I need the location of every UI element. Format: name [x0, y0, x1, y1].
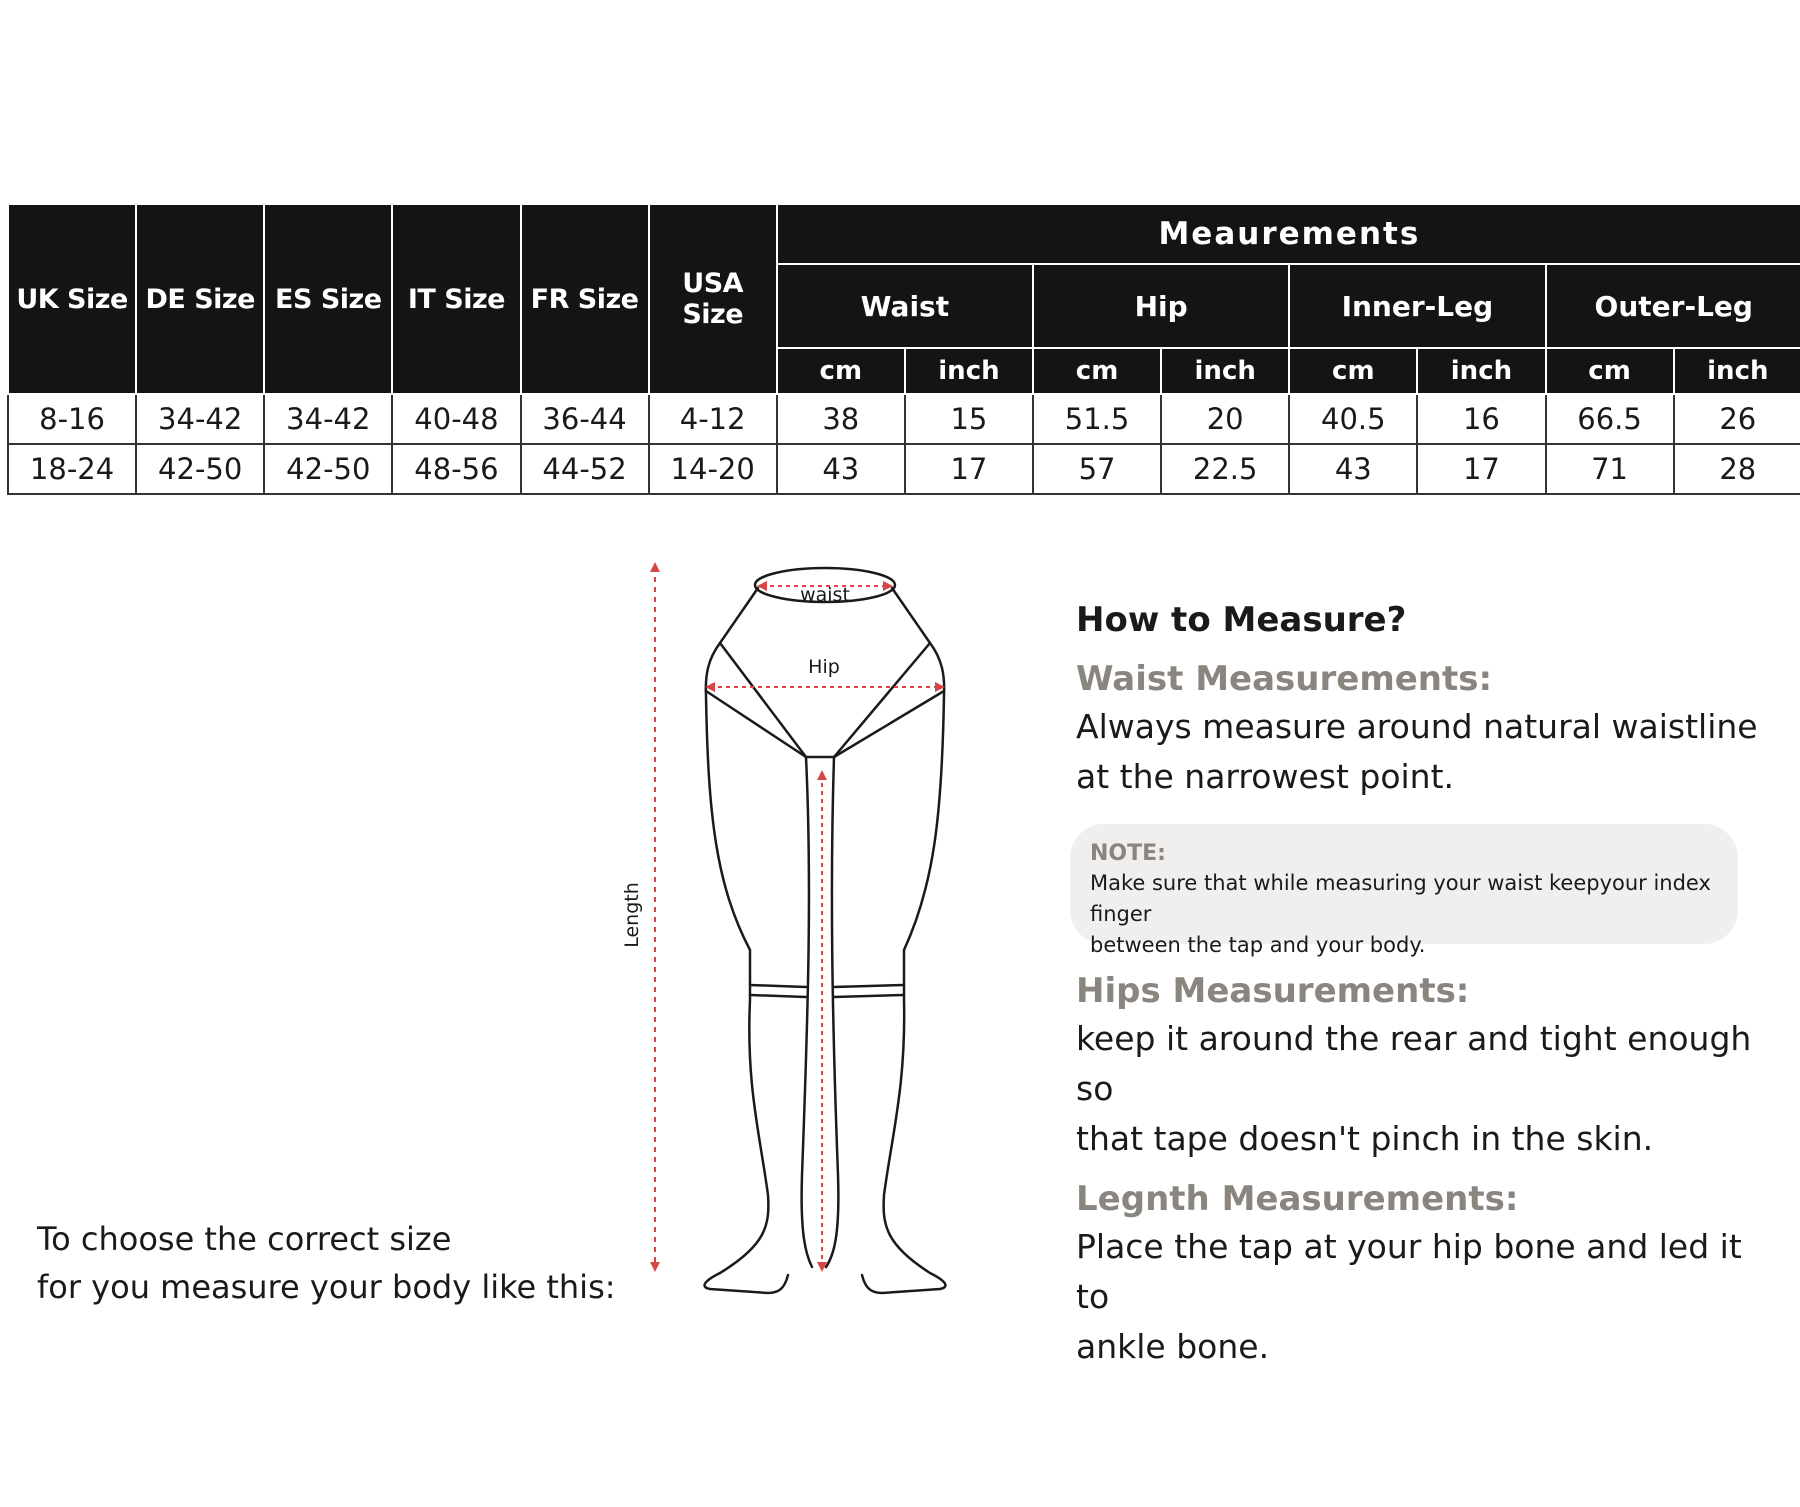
table-cell: 57 — [1033, 444, 1161, 494]
table-cell: 51.5 — [1033, 394, 1161, 444]
how-to-measure-section — [1076, 600, 1796, 1372]
unit-header: cm — [1289, 348, 1417, 394]
table-cell: 71 — [1546, 444, 1674, 494]
table-cell: 20 — [1161, 394, 1289, 444]
waist-heading: Waist Measurements: — [1076, 659, 1493, 699]
table-cell: 43 — [1289, 444, 1417, 494]
table-cell: 38 — [777, 394, 905, 444]
table-cell: 42-50 — [264, 444, 392, 494]
header-de-size: DE Size — [136, 205, 264, 394]
caption-line: for you measure your body like this: — [37, 1268, 616, 1306]
header-uk-size: UK Size — [8, 205, 136, 394]
tights-measurement-diagram — [600, 555, 980, 1315]
waist-text-line: at the narrowest point. — [1076, 757, 1455, 796]
note-box — [1070, 824, 1738, 957]
table-cell: 43 — [777, 444, 905, 494]
header-measurements: Meaurements — [777, 205, 1800, 264]
guide-title: How to Measure? — [1076, 600, 1407, 640]
table-cell: 40.5 — [1289, 394, 1417, 444]
header-usa-size: USA Size — [649, 205, 777, 394]
header-it-size: IT Size — [392, 205, 520, 394]
hips-heading: Hips Measurements: — [1076, 971, 1470, 1011]
table-cell: 28 — [1674, 444, 1800, 494]
header-hip: Hip — [1033, 264, 1289, 348]
hips-text-line: keep it around the rear and tight enough so — [1076, 1019, 1752, 1108]
length-heading: Legnth Measurements: — [1076, 1179, 1519, 1219]
waist-text-line: Always measure around natural waistline — [1076, 707, 1758, 746]
note-label: NOTE: — [1090, 841, 1166, 866]
length-text-line: Place the tap at your hip bone and led it to — [1076, 1227, 1742, 1316]
table-cell: 16 — [1417, 394, 1545, 444]
unit-header: inch — [1674, 348, 1800, 394]
note-text-line: Make sure that while measuring your waist keepyour index finger — [1090, 871, 1711, 926]
table-cell: 34-42 — [136, 394, 264, 444]
table-cell: 42-50 — [136, 444, 264, 494]
note-text-line: between the tap and your body. — [1090, 933, 1426, 957]
table-cell: 26 — [1674, 394, 1800, 444]
header-outer-leg: Outer-Leg — [1546, 264, 1800, 348]
unit-header: cm — [1546, 348, 1674, 394]
waist-label: waist — [800, 584, 850, 606]
unit-header: inch — [1161, 348, 1289, 394]
table-cell: 22.5 — [1161, 444, 1289, 494]
table-cell: 36-44 — [521, 394, 649, 444]
table-row — [8, 444, 1800, 494]
header-fr-size: FR Size — [521, 205, 649, 394]
table-cell: 18-24 — [8, 444, 136, 494]
table-row — [8, 394, 1800, 444]
table-cell: 48-56 — [392, 444, 520, 494]
header-waist: Waist — [777, 264, 1033, 348]
table-cell: 4-12 — [649, 394, 777, 444]
table-cell: 17 — [1417, 444, 1545, 494]
header-inner-leg: Inner-Leg — [1289, 264, 1545, 348]
table-cell: 15 — [905, 394, 1033, 444]
hips-text-line: that tape doesn't pinch in the skin. — [1076, 1119, 1654, 1158]
table-cell: 44-52 — [521, 444, 649, 494]
measure-caption — [37, 1215, 616, 1311]
table-cell: 17 — [905, 444, 1033, 494]
table-cell: 14-20 — [649, 444, 777, 494]
table-cell: 40-48 — [392, 394, 520, 444]
table-cell: 34-42 — [264, 394, 392, 444]
unit-header: inch — [905, 348, 1033, 394]
unit-header: cm — [1033, 348, 1161, 394]
header-es-size: ES Size — [264, 205, 392, 394]
size-chart-table — [7, 205, 1800, 495]
unit-header: cm — [777, 348, 905, 394]
length-label: Length — [621, 882, 643, 948]
table-cell: 66.5 — [1546, 394, 1674, 444]
hip-label: Hip — [808, 656, 840, 678]
unit-header: inch — [1417, 348, 1545, 394]
caption-line: To choose the correct size — [37, 1220, 452, 1258]
length-text-line: ankle bone. — [1076, 1327, 1270, 1366]
table-cell: 8-16 — [8, 394, 136, 444]
